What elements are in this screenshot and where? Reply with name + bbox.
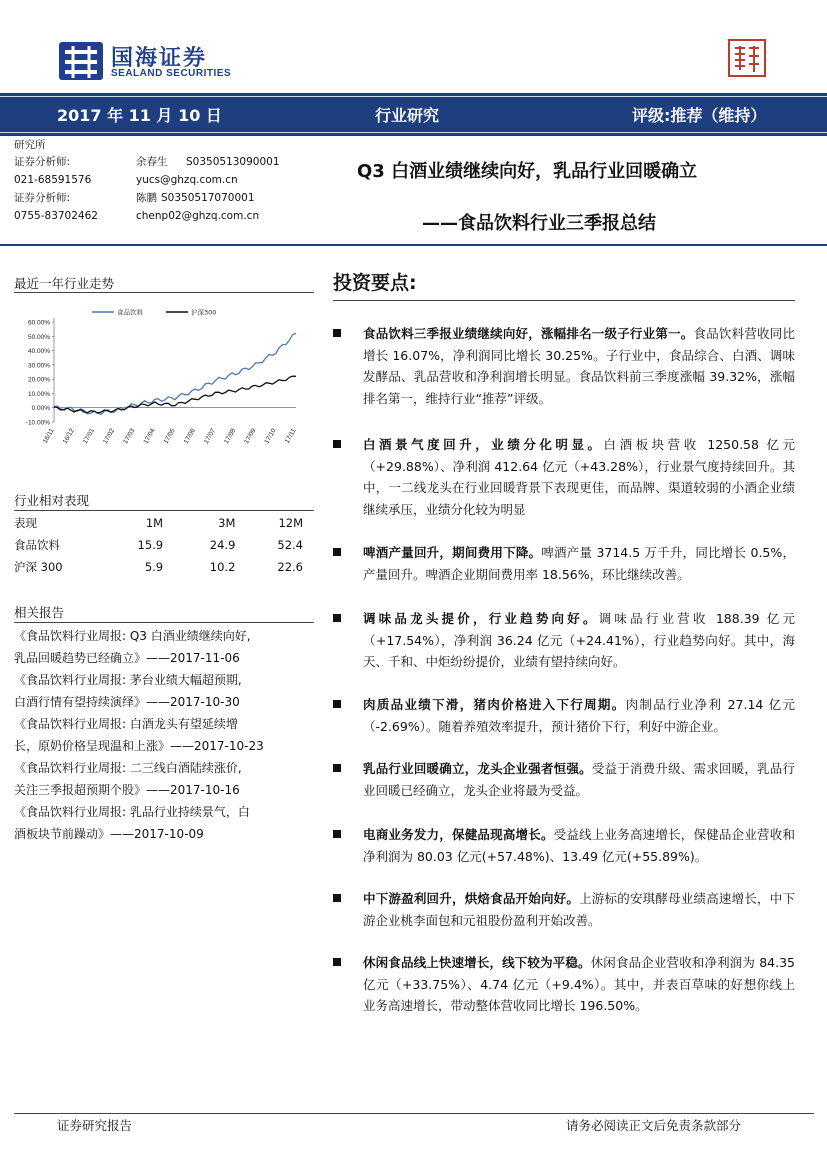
x-tick-label: 16/12 — [61, 427, 76, 446]
analyst-email[interactable]: yucs@ghzq.com.cn — [136, 174, 238, 186]
list-item[interactable]: 《食品饮料行业周报: 茅台业绩大幅超预期, 白酒行情有望持续演绎》——2017-10-30 — [14, 673, 242, 709]
x-tick-label: 17/04 — [142, 427, 157, 446]
performance-heading: 行业相对表现 — [14, 493, 90, 508]
logo-name-en: SEALAND SECURITIES — [111, 68, 232, 79]
analyst-row: 0755-83702462 chenp02@ghzq.com.cn — [14, 207, 314, 225]
report-date: 2017 年 11 月 10 日 — [57, 106, 222, 125]
bullet-square-icon — [333, 894, 341, 902]
performance-table — [14, 512, 314, 578]
analyst-email[interactable]: chenp02@ghzq.com.cn — [136, 210, 260, 222]
bullet-square-icon — [333, 329, 341, 337]
y-tick-label: 20.00% — [27, 376, 50, 384]
research-seal — [727, 38, 767, 78]
report-title: Q3 白酒业绩继续向好，乳品行业回暖确立 — [357, 161, 698, 182]
x-tick-label: 17/03 — [122, 427, 137, 446]
y-tick-label: 10.00% — [27, 390, 50, 398]
table-row: 食品饮料 15.9 24.9 52.4 — [14, 538, 303, 552]
y-tick-label: 50.00% — [27, 333, 50, 341]
trend-chart — [14, 296, 314, 464]
seal-stamp-icon — [727, 38, 767, 78]
report-rating: 评级:推荐（维持） — [632, 106, 767, 125]
bullet-square-icon — [333, 440, 341, 448]
list-item[interactable]: 《食品饮料行业周报: 白酒龙头有望延续增 长，原奶价格呈现温和上涨》——2017-10-23 — [14, 717, 264, 753]
y-tick-label: 30.00% — [27, 362, 50, 370]
x-tick-label: 17/01 — [81, 427, 97, 446]
y-tick-label: -10.00% — [25, 419, 50, 427]
x-tick-label: 17/02 — [102, 427, 117, 446]
company-logo — [57, 38, 105, 84]
x-tick-label: 17/06 — [182, 427, 197, 446]
table-header-row: 表现 1M 3M 12M — [14, 516, 303, 530]
footer-rule — [14, 1113, 814, 1114]
analyst-row: 021-68591576 yucs@ghzq.com.cn — [14, 171, 314, 189]
y-tick-label: 40.00% — [27, 348, 50, 356]
y-tick-label: 0.00% — [31, 405, 50, 413]
x-tick-label: 17/05 — [162, 427, 177, 446]
x-tick-label: 17/07 — [202, 427, 218, 446]
research-org: 研究所 — [14, 139, 46, 151]
bullet-square-icon — [333, 764, 341, 772]
logo-mark-icon — [57, 38, 105, 84]
bullet-square-icon — [333, 700, 341, 708]
analyst-row: 证券分析师: 陈鹏 S0350517070001 — [14, 192, 255, 204]
report-category: 行业研究 — [375, 106, 440, 125]
related-heading: 相关报告 — [14, 605, 65, 620]
list-item[interactable]: 《食品饮料行业周报: 乳品行业持续景气，白 酒板块节前躁动》——2017-10-09 — [14, 805, 250, 841]
footer-left: 证券研究报告 — [57, 1118, 133, 1133]
footer-right: 请务必阅读正文后免责条款部分 — [566, 1118, 742, 1133]
related-rule — [14, 622, 314, 623]
logo-name-cn: 国海证券 — [111, 46, 208, 71]
header-rule — [0, 244, 827, 246]
analyst-block — [14, 138, 314, 225]
related-list — [14, 625, 314, 845]
key-points-heading: 投资要点: — [333, 272, 417, 294]
performance-rule — [14, 510, 314, 511]
list-item[interactable]: 《食品饮料行业周报: Q3 白酒业绩继续向好, 乳品回暖趋势已经确立》——2017-11-06 — [14, 629, 251, 665]
legend-label: 沪深300 — [191, 308, 217, 317]
x-tick-label: 17/10 — [263, 427, 278, 446]
bullet-square-icon — [333, 614, 341, 622]
x-tick-label: 16/11 — [41, 427, 56, 445]
trend-heading: 最近一年行业走势 — [14, 276, 115, 291]
trend-rule — [14, 292, 314, 293]
series-line-food-beverage — [54, 333, 296, 414]
bullet-square-icon — [333, 830, 341, 838]
bullet-square-icon — [333, 548, 341, 556]
list-item[interactable]: 《食品饮料行业周报: 二三线白酒陆续涨价, 关注三季报超预期个股》——2017-10-16 — [14, 761, 242, 797]
report-subtitle: ——食品饮料行业三季报总结 — [422, 213, 656, 234]
legend-label: 食品饮料 — [117, 308, 143, 317]
trend-chart-svg — [14, 296, 314, 464]
x-tick-label: 17/11 — [283, 427, 298, 445]
y-tick-label: 60.00% — [27, 319, 50, 327]
x-tick-label: 17/08 — [223, 427, 238, 446]
key-points-rule — [333, 300, 795, 301]
x-tick-label: 17/09 — [243, 427, 258, 446]
report-banner — [0, 93, 827, 136]
table-row: 沪深 300 5.9 10.2 22.6 — [14, 560, 303, 574]
analyst-row: 证券分析师: 余春生 S0350513090001 — [14, 156, 280, 168]
bullet-square-icon — [333, 958, 341, 966]
